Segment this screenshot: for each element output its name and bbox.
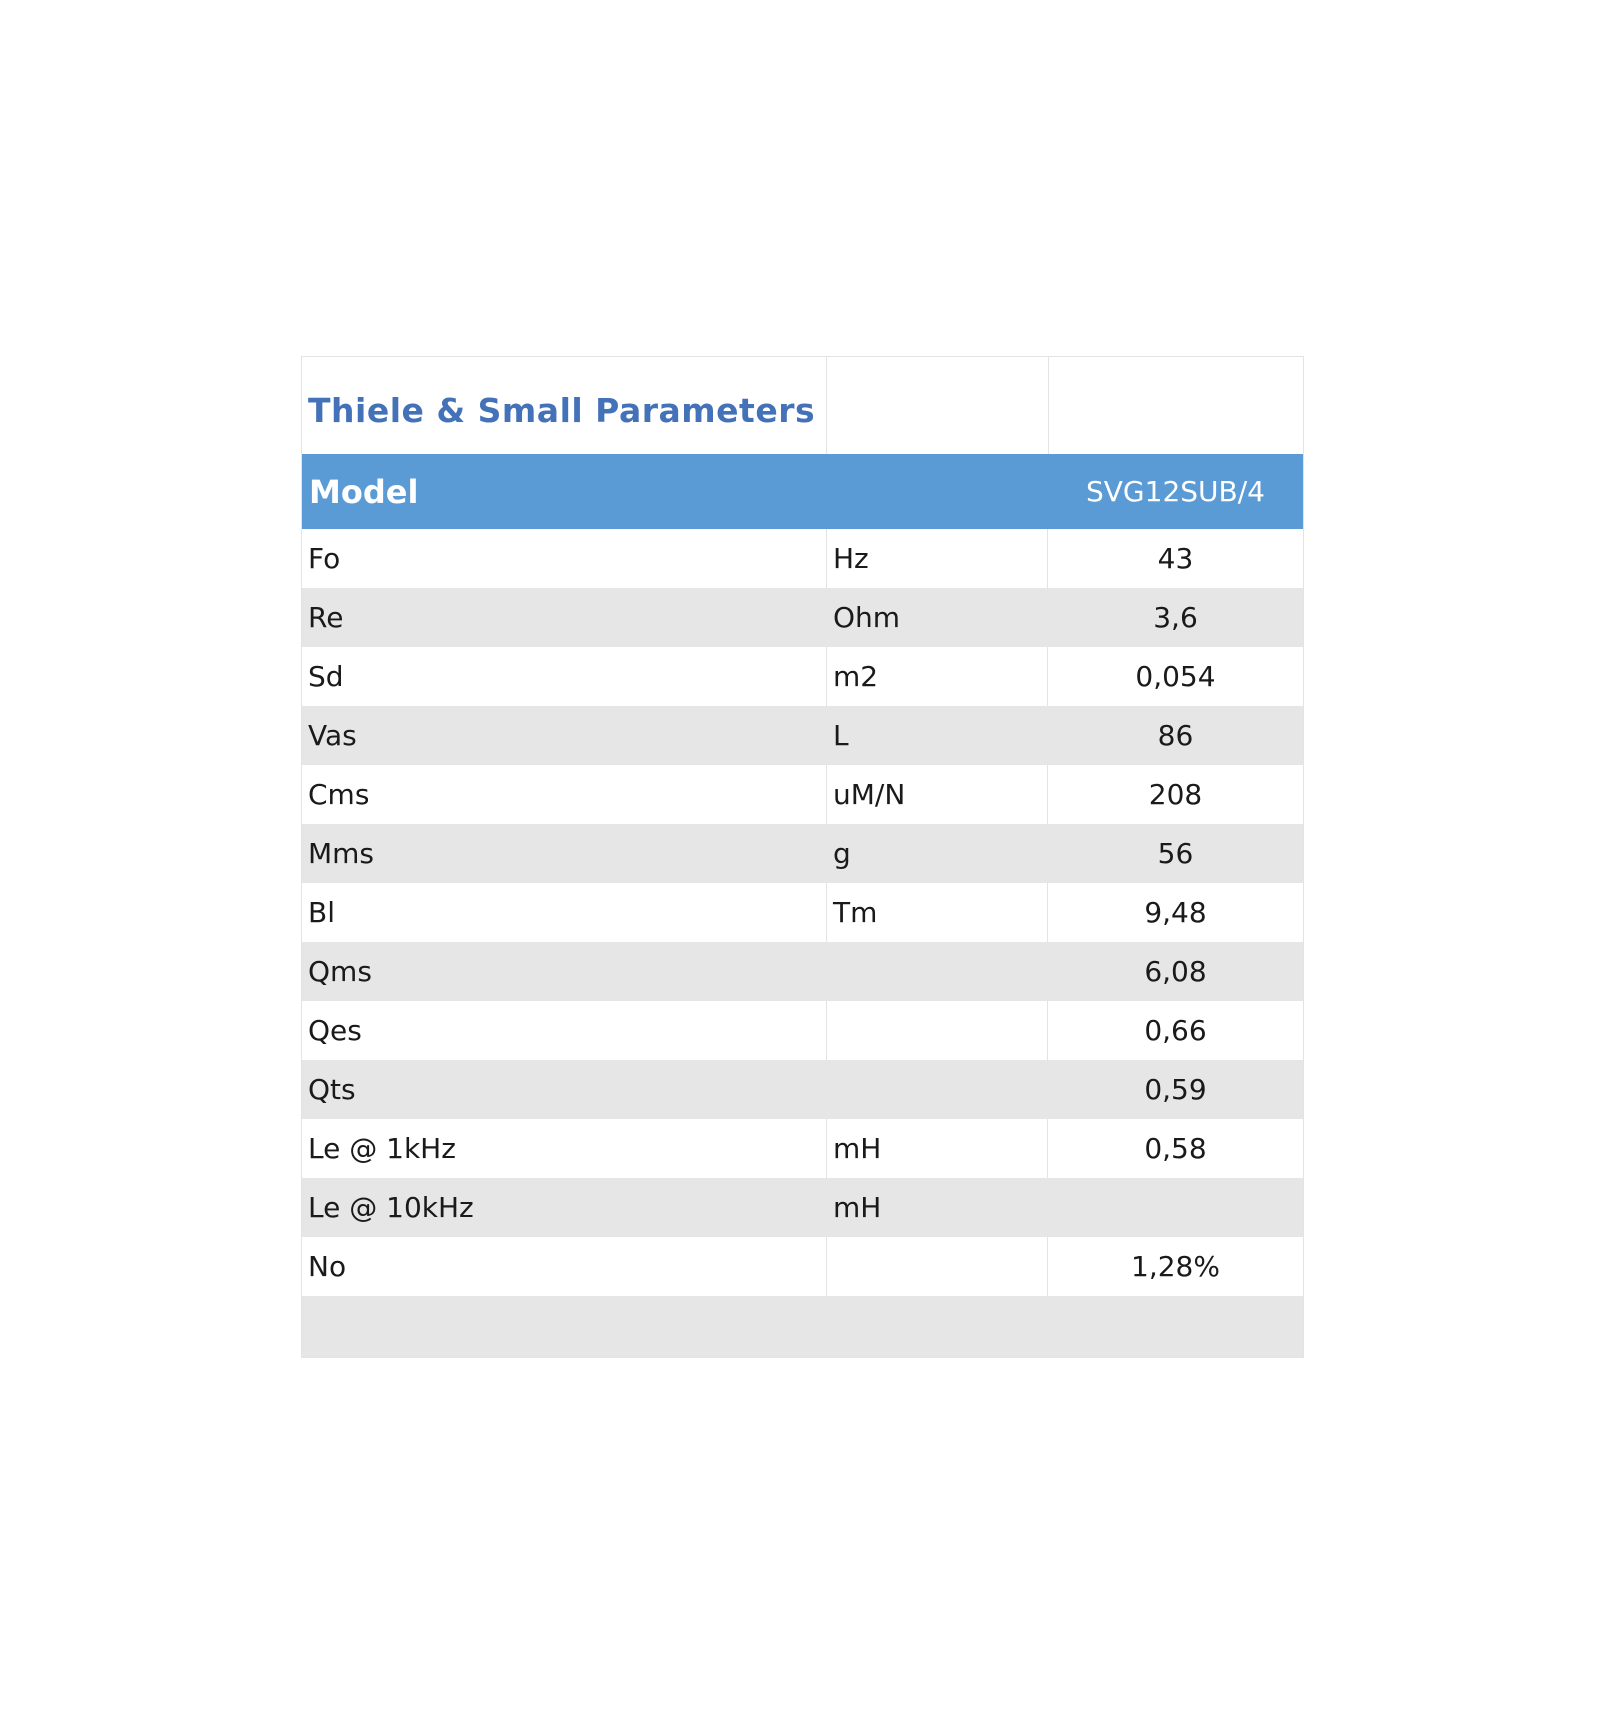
title-cell (302, 357, 827, 454)
table-row (302, 1001, 1303, 1060)
param-name: Qts (308, 1073, 356, 1106)
table-row (302, 706, 1303, 765)
param-name: Le @ 10kHz (308, 1191, 474, 1224)
empty-row (302, 1296, 1303, 1357)
model-label: Model (309, 472, 419, 511)
param-value: 9,48 (1144, 896, 1207, 929)
param-unit (827, 1001, 1048, 1060)
param-value: 56 (1157, 837, 1194, 870)
table-title: Thiele & Small Parameters (308, 391, 816, 430)
param-value: 43 (1157, 542, 1194, 575)
param-unit: mH (833, 1191, 882, 1224)
param-value: 0,66 (1144, 1014, 1207, 1047)
model-value: SVG12SUB/4 (1086, 475, 1265, 508)
table-row (302, 647, 1303, 706)
param-value: 1,28% (1131, 1250, 1220, 1283)
table-row (302, 588, 1303, 647)
table-row (302, 529, 1303, 588)
table-row (302, 1178, 1303, 1237)
param-unit (827, 1060, 1048, 1119)
param-name: Fo (302, 529, 827, 588)
param-name: Le @ 1kHz (302, 1119, 827, 1178)
param-unit: Tm (827, 883, 1048, 942)
param-unit (827, 942, 1048, 1001)
param-unit: uM/N (827, 765, 1048, 824)
param-unit: g (833, 837, 851, 870)
param-unit: mH (827, 1119, 1048, 1178)
param-unit: m2 (827, 647, 1048, 706)
table-row (302, 1060, 1303, 1119)
param-value: 0,054 (1135, 660, 1216, 693)
param-name: Qms (308, 955, 372, 988)
param-name: Qes (302, 1001, 827, 1060)
param-value (1048, 1178, 1303, 1237)
parameters-table (301, 356, 1304, 1358)
table-row (302, 1119, 1303, 1178)
param-unit: L (833, 719, 849, 752)
table-row (302, 942, 1303, 1001)
param-name: Vas (308, 719, 357, 752)
table-row (302, 824, 1303, 883)
param-unit: Hz (827, 529, 1048, 588)
table-row (302, 765, 1303, 824)
table-row (302, 1237, 1303, 1296)
param-value: 0,58 (1144, 1132, 1207, 1165)
param-value: 86 (1157, 719, 1194, 752)
model-header-row (302, 454, 1303, 529)
param-unit (827, 1237, 1048, 1296)
param-value: 3,6 (1153, 601, 1198, 634)
title-row (302, 357, 1303, 454)
param-name: Re (308, 601, 344, 634)
empty-cell (827, 357, 1049, 454)
param-name: Sd (302, 647, 827, 706)
param-unit: Ohm (833, 601, 901, 634)
param-value: 0,59 (1144, 1073, 1207, 1106)
param-value: 6,08 (1144, 955, 1207, 988)
param-name: Mms (308, 837, 375, 870)
param-value: 208 (1148, 778, 1203, 811)
empty-cell (1049, 357, 1303, 454)
param-name: Cms (302, 765, 827, 824)
table-row (302, 883, 1303, 942)
param-name: No (302, 1237, 827, 1296)
param-name: Bl (302, 883, 827, 942)
